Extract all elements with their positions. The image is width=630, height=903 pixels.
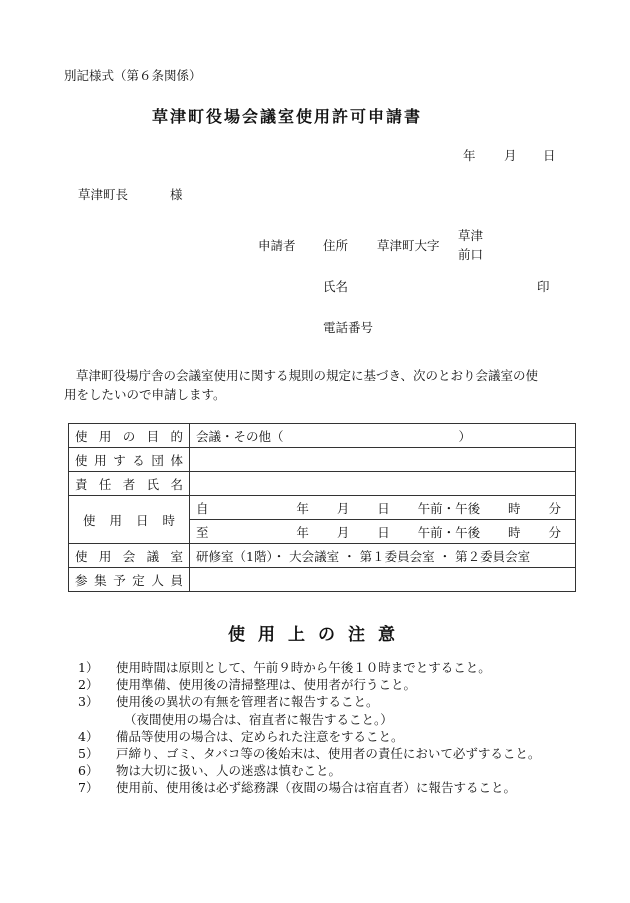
person-value [190,472,576,496]
table-row [69,448,576,472]
note-text: 備品等使用の場合は、定められた注意をすること。 [116,728,404,744]
to-minute: 分 [548,524,561,540]
room-value: 研修室（1階）・ 大会議室 ・ 第１委員会室 ・ 第２委員会室 [190,544,576,568]
notes-title: 使用上の注意 [228,625,408,645]
to-month: 月 [336,524,350,540]
date-year: 年 [463,148,476,163]
table-row [69,424,576,448]
name-label: 氏名 [323,279,349,294]
body-text-line-1: 草津町役場庁舎の会議室使用に関する規則の規定に基づき、次のとおり会議室の使 [76,368,539,383]
body-text-line-2: 用をしたいので申請します。 [64,387,226,402]
note-text: 使用前、使用後は必ず総務課（夜間の場合は宿直者）に報告すること。 [116,780,517,796]
date-month: 月 [504,148,517,163]
note-text: 使用時間は原則として、午前９時から午後１０時までとすること。 [116,660,491,675]
application-table [68,423,576,592]
form-reference: 別記様式（第６条関係） [64,68,202,83]
note-number: 4） [78,728,99,744]
table-row [69,568,576,592]
person-label: 責 任 者 氏 名 [69,472,190,496]
note-number: 2） [78,677,99,693]
room-label: 使 用 会 議 室 [69,544,190,568]
note-number: 6） [78,763,99,779]
to-day: 日 [377,524,390,540]
from-ampm: 午前・午後 [417,500,481,516]
note-number: 7） [78,780,99,796]
list-item [78,659,540,676]
from-minute: 分 [548,500,561,516]
note-text: 使用後の異状の有無を管理者に報告すること。 [116,694,379,710]
address-choice-kusatsu: 草津 [458,228,484,243]
from-day: 日 [377,500,390,516]
table-row [69,544,576,568]
group-label: 使用する団体 [69,448,190,472]
note-number: 1） [78,660,99,675]
seal-mark: 印 [537,279,550,294]
address-label: 住所 [323,238,349,253]
addressee-name: 草津町長 [78,187,129,202]
notes-list [78,659,540,797]
list-item [78,693,540,710]
note-text: 物は大切に扱い、人の迷惑は慎むこと。 [116,763,342,779]
table-row [69,496,576,520]
purpose-label: 使 用 の 目 的 [69,424,190,448]
from-year: 年 [296,500,309,516]
attendees-value [190,568,576,592]
note-number: 5） [78,746,99,762]
address-value: 草津町大字 [377,238,440,253]
datetime-from [190,496,576,520]
to-label: 至 [196,524,209,540]
note-text: 戸締り、ゴミ、タバコ等の後始末は、使用者の責任において必ずすること。 [116,746,541,762]
to-year: 年 [296,524,309,540]
applicant-label: 申請者 [258,238,296,253]
note-number: 3） [78,694,99,710]
list-item [78,745,540,762]
address-choice-maeguchi: 前口 [458,247,484,262]
list-item [78,762,540,779]
group-value [190,448,576,472]
from-month: 月 [336,500,350,516]
datetime-label: 使 用 日 時 [69,496,190,544]
date-day: 日 [543,148,556,163]
list-item [78,711,540,728]
page-title: 草津町役場会議室使用許可申請書 [152,107,423,126]
addressee-honorific: 様 [170,187,183,202]
list-item [78,728,540,745]
list-item [78,676,540,693]
from-hour: 時 [508,500,521,516]
table-row [69,472,576,496]
datetime-to [190,520,576,544]
phone-label: 電話番号 [323,320,374,335]
attendees-label: 参集予定人員 [69,568,190,592]
from-label: 自 [196,500,209,516]
note-text: 使用準備、使用後の清掃整理は、使用者が行うこと。 [116,677,417,693]
purpose-value: 会議・その他（ ） [190,424,576,448]
list-item [78,779,540,796]
to-ampm: 午前・午後 [417,524,481,540]
to-hour: 時 [508,524,521,540]
note-text: （夜間使用の場合は、宿直者に報告すること。） [124,711,393,727]
